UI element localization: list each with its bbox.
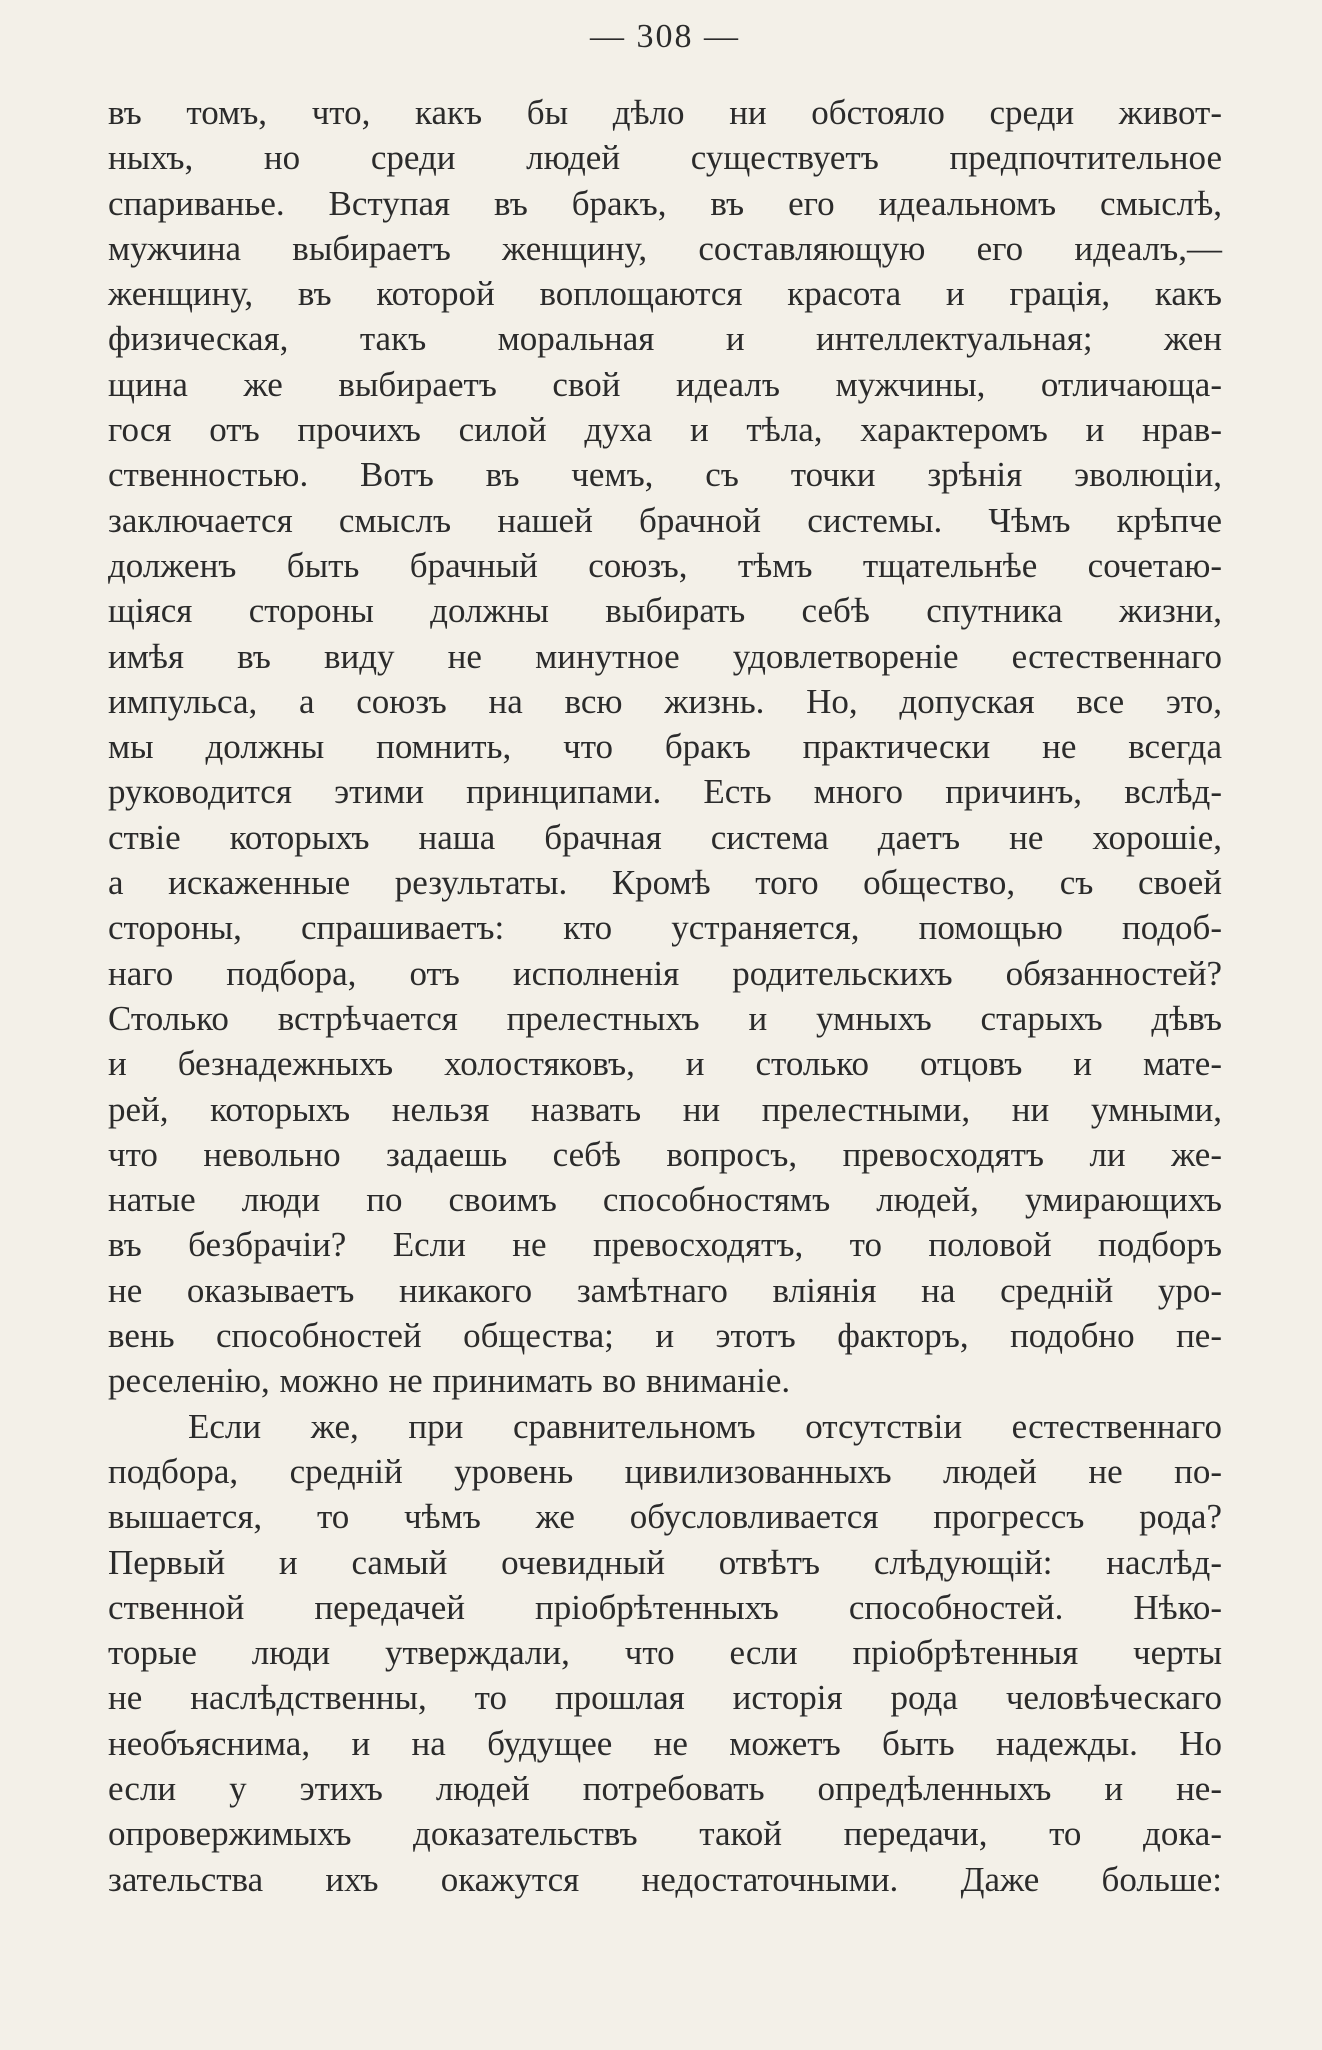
text-block [108,90,1222,1902]
text-line: щіяся стороны должны выбирать себѣ спутника жизни, [108,591,1222,631]
text-line: вень способностей общества; и этотъ факторъ, подобно пе- [108,1316,1222,1356]
text-line: въ томъ, что, какъ бы дѣло ни обстояло среди живот- [108,93,1222,132]
text-line: женщину, въ которой воплощаются красота и грація, какъ [108,274,1222,314]
text-line: не наслѣдственны, то прошлая исторія рода человѣческаго [108,1678,1222,1718]
text-line: ственностью. Вотъ въ чемъ, съ точки зрѣнія эволюціи, [108,455,1222,495]
text-line: мы должны помнить, что бракъ практически не всегда [108,727,1222,767]
text-line: Первый и самый очевидный отвѣтъ слѣдующій: наслѣд- [108,1542,1222,1582]
text-line: ныхъ, но среди людей существуетъ предпочтительное [108,138,1222,178]
text-line: физическая, такъ моральная и интеллектуальная; жен [108,319,1222,359]
text-line: что невольно задаешь себѣ вопросъ, превосходятъ ли же- [108,1134,1222,1174]
text-line: въ безбрачіи? Если не превосходятъ, то половой подборъ [108,1225,1222,1265]
text-line: наго подбора, отъ исполненія родительскихъ обязанностей? [108,953,1222,993]
text-line: Столько встрѣчается прелестныхъ и умныхъ старыхъ дѣвъ [108,998,1222,1038]
text-line: импульса, а союзъ на всю жизнь. Но, допуская все это, [108,681,1222,721]
text-line: мужчина выбираетъ женщину, составляющую его идеалъ,— [108,228,1222,268]
text-line: подбора, средній уровень цивилизованныхъ людей не по- [108,1451,1222,1491]
text-line: необъяснима, и на будущее не можетъ быть надежды. Но [108,1723,1222,1763]
text-line: рей, которыхъ нельзя назвать ни прелестными, ни умными, [108,1089,1222,1129]
text-line: ственной передачей пріобрѣтенныхъ способностей. Нѣко- [108,1587,1222,1627]
text-line: руководится этими принципами. Есть много причинъ, вслѣд- [108,772,1222,812]
text-line: и безнадежныхъ холостяковъ, и столько отцовъ и мате- [108,1044,1222,1084]
text-line: реселенію, можно не принимать во вниманіе. [108,1361,791,1401]
text-line: имѣя въ виду не минутное удовлетвореніе естественнаго [108,636,1222,676]
text-line: натые люди по своимъ способностямъ людей, умирающихъ [108,1180,1222,1220]
text-line: не оказываетъ никакого замѣтнаго вліянія на средній уро- [108,1270,1222,1310]
text-line: ствіе которыхъ наша брачная система даетъ не хорошіе, [108,817,1222,857]
text-line: опровержимыхъ доказательствъ такой передачи, то дока- [108,1814,1222,1854]
text-line: торые люди утверждали, что если пріобрѣтенныя черты [108,1633,1222,1673]
page-number: — 308 — [590,18,740,55]
text-line: спариванье. Вступая въ бракъ, въ его идеальномъ смыслѣ, [108,183,1222,223]
text-line: щина же выбираетъ свой идеалъ мужчины, отличающа- [108,364,1222,404]
text-line: если у этихъ людей потребовать опредѣленныхъ и не- [108,1768,1222,1808]
text-line: стороны, спрашиваетъ: кто устраняется, помощью подоб- [108,908,1222,948]
text-line: Если же, при сравнительномъ отсутствіи естественнаго [188,1406,1222,1446]
text-line: а искаженные результаты. Кромѣ того общество, съ своей [108,863,1222,903]
text-line: вышается, то чѣмъ же обусловливается прогрессъ рода? [108,1497,1222,1537]
text-line: зательства ихъ окажутся недостаточными. Даже больше: [108,1859,1222,1899]
text-line: гося отъ прочихъ силой духа и тѣла, характеромъ и нрав- [108,410,1222,450]
text-line: долженъ быть брачный союзъ, тѣмъ тщательнѣе сочетаю- [108,545,1222,585]
text-line: заключается смыслъ нашей брачной системы. Чѣмъ крѣпче [108,500,1222,540]
